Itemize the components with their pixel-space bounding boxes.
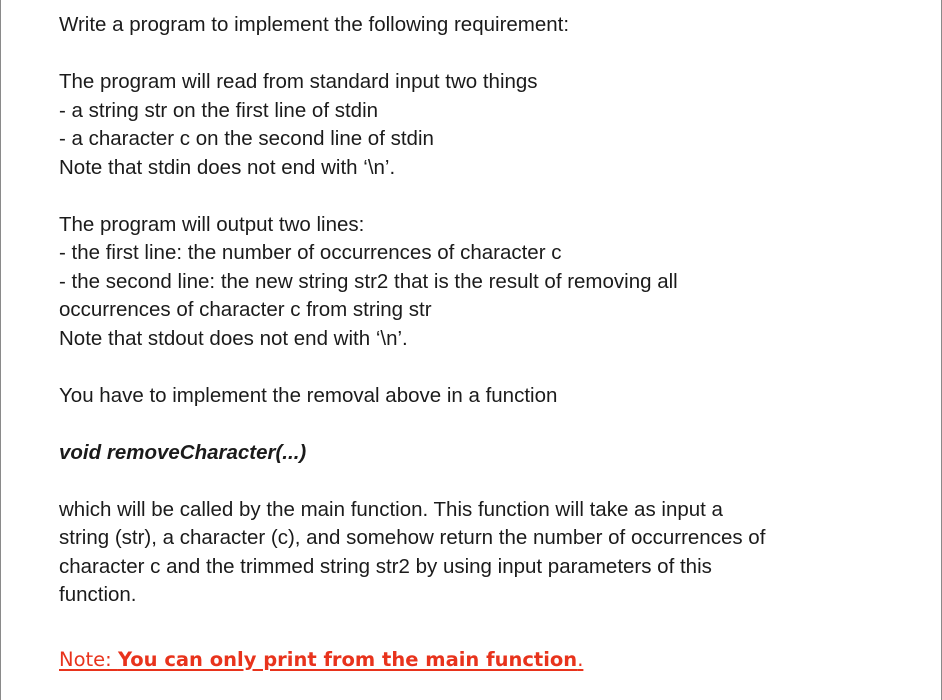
input-line: The program will read from standard input two things [59, 70, 538, 93]
spacer [59, 40, 919, 69]
input-line: - a character c on the second line of stdin [59, 127, 434, 150]
assignment-document [59, 11, 919, 674]
function-description [59, 496, 919, 610]
description-line: which will be called by the main function. This function will take as input a [59, 497, 723, 521]
output-line: occurrences of character c from string str [59, 298, 432, 321]
note-label: Note: [59, 647, 118, 671]
spacer [59, 182, 919, 211]
output-line: - the first line: the number of occurrences of character c [59, 241, 562, 264]
input-line: Note that stdin does not end with ‘\n’. [59, 155, 396, 179]
output-line: Note that stdout does not end with ‘\n’. [59, 326, 408, 350]
spacer [59, 467, 919, 496]
function-signature: void removeCharacter(...) [59, 440, 307, 464]
spacer [59, 353, 919, 382]
description-line: character c and the trimmed string str2 by using input parameters of this [59, 554, 712, 578]
input-line: - a string str on the first line of stdin [59, 98, 379, 122]
note-end: . [577, 647, 584, 671]
function-intro: You have to implement the removal above in a function [59, 383, 558, 407]
spacer [59, 610, 919, 646]
output-section [59, 211, 919, 354]
note-text: You can only print from the main function [117, 647, 578, 671]
output-line: The program will output two lines: [59, 212, 365, 236]
description-line: function. [59, 583, 137, 606]
note-line [59, 646, 919, 675]
document-heading: Write a program to implement the following requirement: [59, 13, 570, 36]
output-line: - the second line: the new string str2 that is the result of removing all [59, 269, 678, 293]
input-section [59, 68, 919, 182]
description-line: string (str), a character (c), and somehow return the number of occurrences of [59, 526, 766, 549]
spacer [59, 410, 919, 439]
